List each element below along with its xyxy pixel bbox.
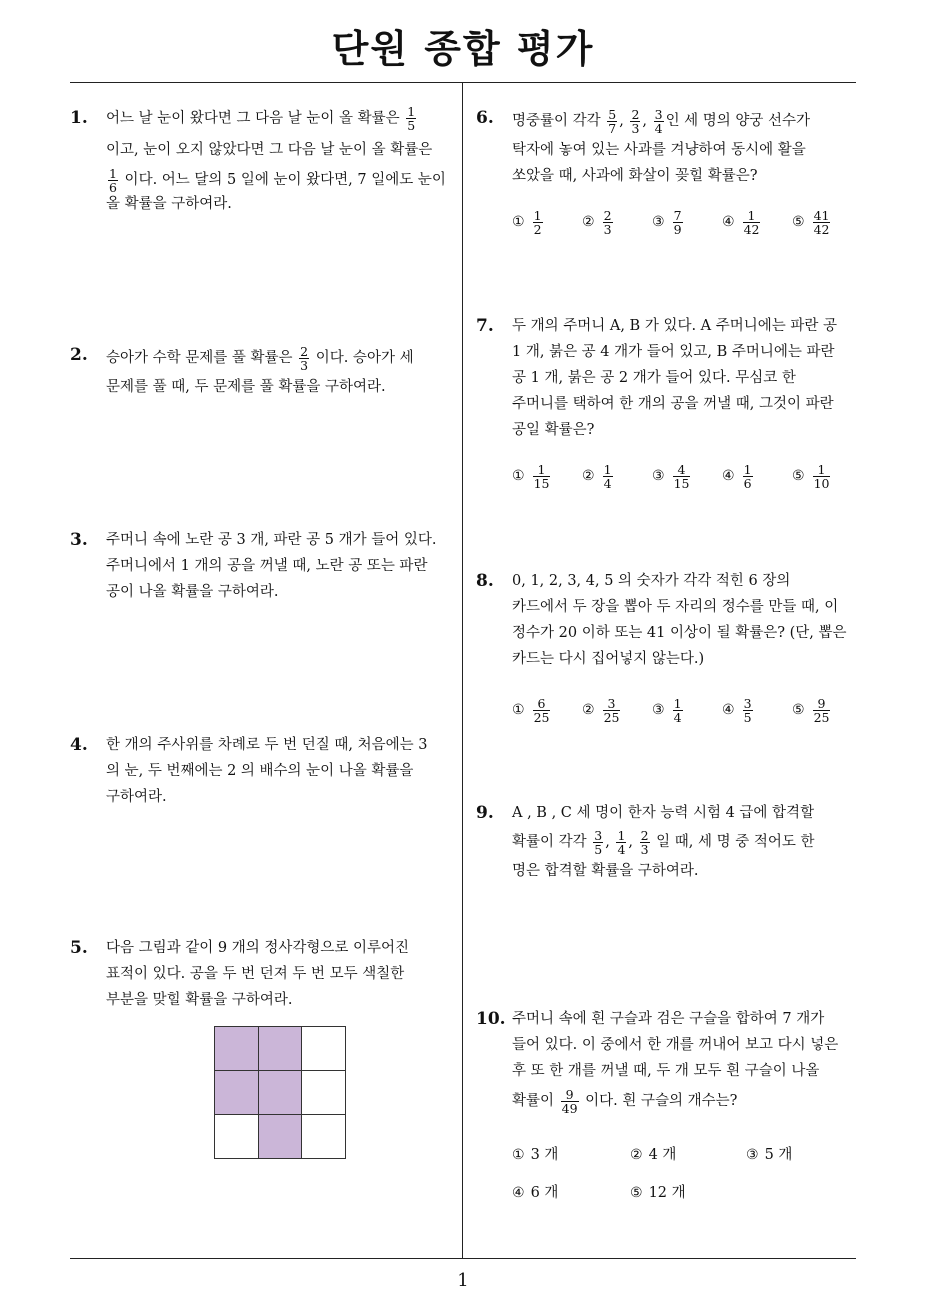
fraction: $\frac{1}{5}$: [407, 104, 416, 133]
answer-choice-2[interactable]: [630, 1135, 676, 1175]
fraction: $\frac{4}{15}$: [673, 461, 690, 491]
question-number: 10.: [476, 1009, 506, 1029]
blank-cell: [215, 1115, 259, 1159]
shaded-cell: [258, 1115, 302, 1159]
fraction: $\frac{2}{3}$: [603, 207, 612, 237]
answer-choice-2[interactable]: [582, 456, 615, 496]
shaded-cell: [258, 1071, 302, 1115]
blank-cell: [302, 1027, 346, 1071]
fraction: $\frac{1}{6}$: [109, 165, 117, 195]
answer-choice-5[interactable]: [792, 202, 832, 242]
answer-choice-3[interactable]: [652, 202, 685, 242]
blank-cell: [302, 1115, 346, 1159]
fraction: $\frac{1}{15}$: [533, 461, 550, 491]
fraction: $\frac{6}{25}$: [533, 695, 550, 725]
answer-choice-2[interactable]: [582, 690, 622, 730]
choice-marker: ②: [582, 214, 595, 230]
answer-choice-4[interactable]: [722, 456, 755, 496]
fraction: $\frac{1}{4}$: [603, 461, 612, 491]
question-text: 주머니 속에 흰 구슬과 검은 구슬을 합하여 7 개가 들어 있다. 이 중에서 한 개를 꺼내어 보고 다시 넣은 후 또 한 개를 꺼낼 때, 두 개 모두 흰 구슬이 나올 확률이 $\frac{9}{49}$ 이다. 흰 구슬의 개수는?: [512, 1011, 839, 1116]
fraction: $\frac{2}{3}$: [631, 106, 640, 136]
question-text: 한 개의 주사위를 차례로 두 번 던질 때, 처음에는 3 의 눈, 두 번째에는 2 의 배수의 눈이 나올 확률을 구하여라.: [106, 737, 428, 805]
question-number: 5.: [70, 938, 88, 958]
fraction: $\frac{1}{10}$: [813, 461, 830, 491]
question-number: 1.: [70, 108, 88, 128]
answer-choice-2[interactable]: [582, 202, 615, 242]
shaded-cell: [258, 1027, 302, 1071]
fraction: $\frac{1}{4}$: [673, 695, 682, 725]
fraction: $\frac{2}{3}$: [640, 827, 649, 857]
fraction: $\frac{1}{42}$: [743, 207, 760, 237]
choice-marker: ①: [512, 702, 525, 718]
choice-marker: ③: [652, 702, 665, 718]
shaded-cell: [215, 1071, 259, 1115]
question-number: 7.: [476, 316, 494, 336]
question-text: 주머니 속에 노란 공 3 개, 파란 공 5 개가 들어 있다. 주머니에서 1 개의 공을 꺼낼 때, 노란 공 또는 파란 공이 나올 확률을 구하여라.: [106, 532, 437, 600]
fraction: $\frac{5}{7}$: [608, 106, 617, 136]
answer-choice-3[interactable]: [746, 1135, 792, 1175]
question-number: 4.: [70, 735, 88, 755]
fraction: $\frac{7}{9}$: [673, 207, 682, 237]
fraction: $\frac{3}{25}$: [603, 695, 620, 725]
choice-text: 12 개: [648, 1185, 686, 1201]
fraction: $\frac{41}{42}$: [813, 207, 830, 237]
question-text: 다음 그림과 같이 9 개의 정사각형으로 이루어진 표적이 있다. 공을 두 번 던져 두 번 모두 색칠한 부분을 맞힐 확률을 구하여라.: [106, 940, 410, 1008]
page-number: 1: [457, 1270, 469, 1291]
answer-choice-5[interactable]: [792, 456, 832, 496]
answer-choice-5[interactable]: [630, 1173, 686, 1213]
question-text: 어느 날 눈이 왔다면 그 다음 날 눈이 올 확률은 $\frac{1}{5}$ 이고, 눈이 오지 않았다면 그 다음 날 눈이 올 확률은 $\frac{1}{6}$ 이다. 어느 달의 5 일에 눈이 왔다면, 7 일에도 눈이 올 확률을 구하여라.: [106, 104, 446, 212]
choice-marker: ⑤: [630, 1185, 643, 1201]
fraction: $\frac{3}{4}$: [654, 106, 663, 136]
choice-text: 6 개: [530, 1185, 559, 1201]
choice-marker: ②: [582, 468, 595, 484]
answer-choice-4[interactable]: [722, 690, 755, 730]
choice-text: 4 개: [648, 1147, 677, 1163]
choice-marker: ②: [582, 702, 595, 718]
choice-marker: ⑤: [792, 702, 805, 718]
fraction: $\frac{1}{6}$: [743, 461, 752, 491]
fraction: $\frac{2}{3}$: [300, 343, 309, 373]
answer-choice-5[interactable]: [792, 690, 832, 730]
page-title: 단원 종합 평가: [331, 27, 595, 71]
question-number: 8.: [476, 571, 494, 591]
choice-marker: ④: [512, 1185, 525, 1201]
question-number: 2.: [70, 345, 88, 365]
choice-marker: ①: [512, 468, 525, 484]
choice-marker: ③: [652, 468, 665, 484]
shaded-cell: [215, 1027, 259, 1071]
fraction: $\frac{9}{49}$: [561, 1086, 578, 1116]
answer-choice-1[interactable]: [512, 690, 552, 730]
question-text: 명중률이 각각 $\frac{5}{7}$ , $\frac{2}{3}$ , $\frac{3}{4}$ 인 세 명의 양궁 선수가 탁자에 놓여 있는 사과를 겨냥하여 동시에 활을 쏘았을 때, 사과에 화살이 꽂힐 확률은?: [512, 106, 811, 184]
answer-choice-1[interactable]: [512, 202, 545, 242]
target-grid-figure: [214, 1026, 346, 1159]
choice-marker: ⑤: [792, 468, 805, 484]
choice-marker: ④: [722, 214, 735, 230]
answer-choice-3[interactable]: [652, 690, 685, 730]
answer-choice-3[interactable]: [652, 456, 692, 496]
choice-marker: ⑤: [792, 214, 805, 230]
choice-marker: ②: [630, 1147, 643, 1163]
fraction: $\frac{1}{2}$: [533, 207, 542, 237]
choice-marker: ④: [722, 468, 735, 484]
column-divider: [462, 83, 463, 1259]
choice-marker: ③: [652, 214, 665, 230]
question-text: A , B , C 세 명이 한자 능력 시험 4 급에 합격할 확률이 각각 $\frac{3}{5}$ , $\frac{1}{4}$ , $\frac{2}{3}$ 일 때, 세 명 중 적어도 한 명은 합격할 확률을 구하여라.: [512, 805, 815, 879]
answer-choice-1[interactable]: [512, 1135, 558, 1175]
choice-marker: ①: [512, 214, 525, 230]
choice-marker: ④: [722, 702, 735, 718]
question-number: 6.: [476, 108, 494, 128]
answer-choice-4[interactable]: [512, 1173, 558, 1213]
fraction: $\frac{3}{5}$: [594, 827, 603, 857]
answer-choice-4[interactable]: [722, 202, 762, 242]
question-text: 두 개의 주머니 A, B 가 있다. A 주머니에는 파란 공 1 개, 붉은 공 4 개가 들어 있고, B 주머니에는 파란 공 1 개, 붉은 공 2 개가 들어 있다. 무심코 한 주머니를 택하여 한 개의 공을 꺼낼 때, 그것이 파란 공일 확률은?: [512, 318, 838, 438]
question-text: 승아가 수학 문제를 풀 확률은 $\frac{2}{3}$ 이다. 승아가 세 문제를 풀 때, 두 문제를 풀 확률을 구하여라.: [106, 343, 414, 395]
fraction: $\frac{1}{4}$: [617, 827, 626, 857]
choice-marker: ③: [746, 1147, 759, 1163]
question-number: 3.: [70, 530, 88, 550]
fraction: $\frac{3}{5}$: [743, 695, 752, 725]
fraction: $\frac{9}{25}$: [813, 695, 830, 725]
answer-choice-1[interactable]: [512, 456, 552, 496]
blank-cell: [302, 1071, 346, 1115]
choice-text: 3 개: [530, 1147, 559, 1163]
top-divider: [70, 82, 856, 83]
choice-text: 5 개: [764, 1147, 793, 1163]
bottom-divider: [70, 1258, 856, 1259]
question-text: 0, 1, 2, 3, 4, 5 의 숫자가 각각 적힌 6 장의 카드에서 두 장을 뽑아 두 자리의 정수를 만들 때, 이 정수가 20 이하 또는 41 이상이 될 확률은? (단, 뽑은 카드는 다시 집어넣지 않는다.): [512, 573, 847, 667]
question-number: 9.: [476, 803, 494, 823]
choice-marker: ①: [512, 1147, 525, 1163]
